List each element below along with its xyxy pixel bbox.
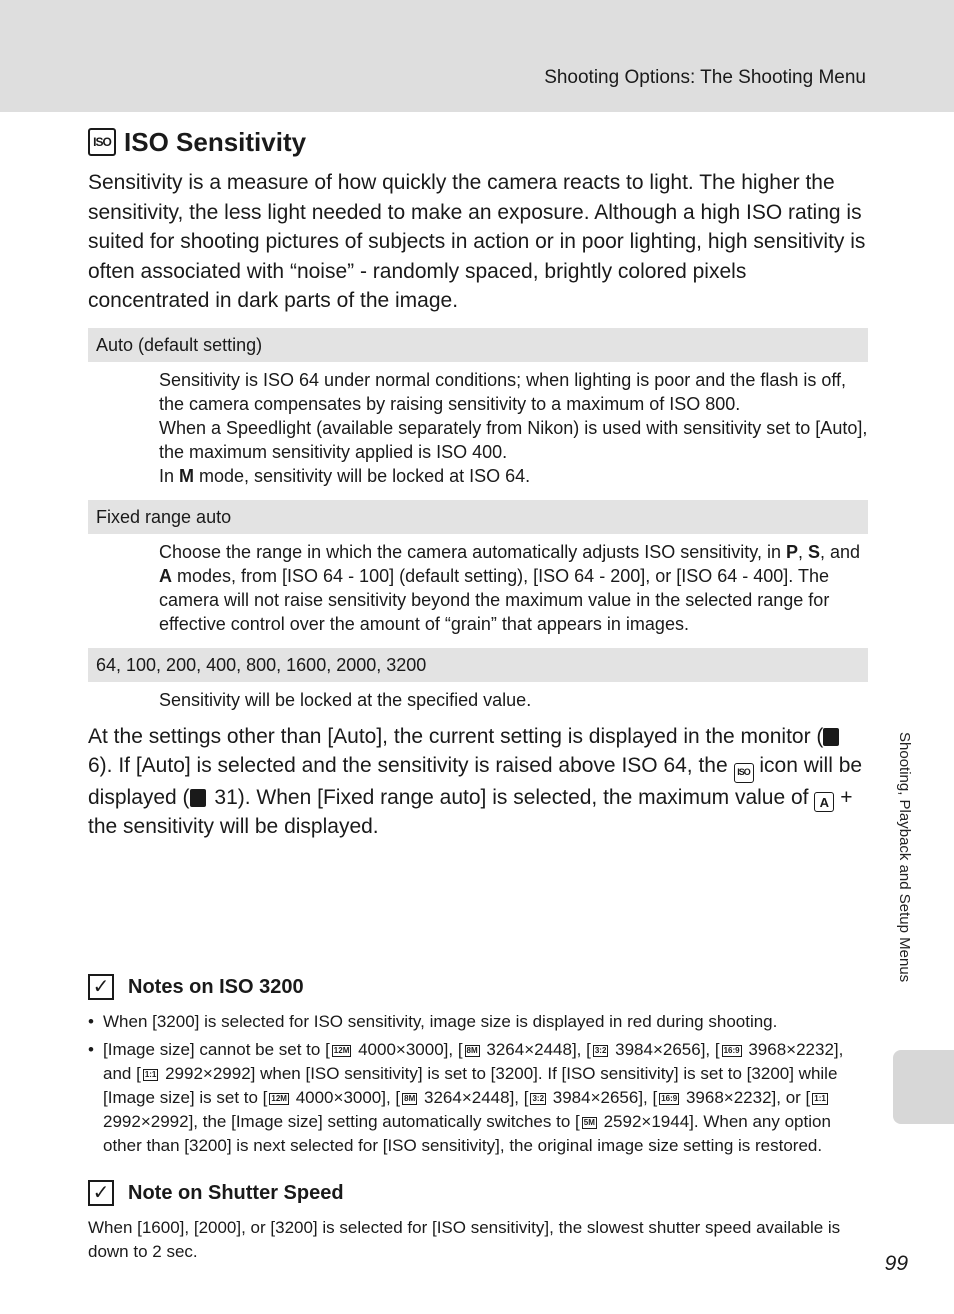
option-body-auto bbox=[88, 368, 868, 488]
note-bullet: • [Image size] cannot be set to [ 12M 4000×3000], [ 8M 3264×2448], [ 3:2 3984×2656], [ 16:9 3968×2232], and [ 1:1 2992×2992] when [ISO sensitivity] is set to [3200]. If [ISO sensitivity] is set to [3200] while [Image size] is set to [ 12M 4000×3000], [ 8M 3264×2448], [ 3:2 3984×2656], [ 16:9 3968×2232], or [ 1:1 2992×2992], the [Image size] setting automatically switches to [ 5M 2592×1944]. When any option other than [3200] is next selected for [ISO sensitivity], the original image size setting is restored. bbox=[88, 1038, 868, 1158]
image-size-12m-icon: 12M bbox=[271, 1094, 287, 1103]
side-tab-marker bbox=[893, 1050, 954, 1124]
image-size-16-9-icon: 16:9 bbox=[661, 1094, 678, 1103]
option-fixed-values-text: Sensitivity will be locked at the specified value. bbox=[159, 689, 532, 710]
image-size-3-2-icon: 3:2 bbox=[532, 1094, 545, 1103]
option-auto-text-1: Sensitivity is ISO 64 under normal conditions; when lighting is poor and the flash is off, the camera compensates by raising sensitivity to a maximum of ISO 800. bbox=[159, 369, 847, 414]
note-shutter-speed bbox=[88, 1180, 868, 1264]
check-icon: ✓ bbox=[88, 974, 114, 1000]
mode-s-label: S bbox=[808, 541, 821, 562]
option-head-auto: Auto (default setting) bbox=[88, 328, 868, 362]
mode-a-label: A bbox=[159, 565, 172, 586]
section-title-text: ISO Sensitivity bbox=[124, 126, 307, 157]
mode-m-label: M bbox=[179, 465, 195, 486]
mode-p-label: P bbox=[785, 541, 798, 562]
header-band bbox=[0, 0, 954, 112]
note-bullet-list bbox=[88, 1010, 868, 1158]
running-head: Shooting Options: The Shooting Menu bbox=[544, 67, 866, 88]
image-size-3-2-icon: 3:2 bbox=[594, 1046, 607, 1055]
image-size-5m-icon: 5M bbox=[583, 1118, 595, 1127]
note-title: ✓ Notes on ISO 3200 bbox=[88, 974, 868, 1000]
iso-icon: ISO bbox=[734, 763, 754, 783]
image-size-8m-icon: 8M bbox=[466, 1046, 478, 1055]
note-bullet: • When [3200] is selected for ISO sensitivity, image size is displayed in red during shooting. bbox=[88, 1010, 868, 1034]
option-body-fixed-values bbox=[88, 688, 868, 712]
page-reference-icon bbox=[190, 789, 206, 807]
side-section-label: Shooting, Playback and Setup Menus bbox=[896, 732, 913, 983]
option-auto-text-2: When a Speedlight (available separately from Nikon) is used with sensitivity set to [Auto], the maximum sensitivity applied is ISO 400. bbox=[159, 417, 868, 462]
page-reference-icon bbox=[823, 728, 839, 746]
option-body-fixed-range bbox=[88, 540, 868, 636]
image-size-1-1-icon: 1:1 bbox=[814, 1094, 826, 1103]
image-size-8m-icon: 8M bbox=[404, 1094, 416, 1103]
iso-icon: ISO bbox=[88, 128, 116, 156]
option-auto-text-3: In M mode, sensitivity will be locked at ISO 64. bbox=[159, 465, 531, 486]
after-paragraph: At the settings other than [Auto], the current setting is displayed in the monitor ( 6). If [Auto] is selected and the sensitivity is raised above ISO 64, the ISO icon will be displayed ( 31). When [Fixed range auto] is selected, the maximum value of A + the sensitivity will be displayed. bbox=[88, 724, 863, 839]
check-icon: ✓ bbox=[88, 1180, 114, 1206]
main-content bbox=[88, 124, 868, 842]
image-size-12m-icon: 12M bbox=[333, 1046, 350, 1055]
page-number: 99 bbox=[884, 1252, 908, 1275]
intro-paragraph: Sensitivity is a measure of how quickly the camera reacts to light. The higher the sensitivity, the less light needed to make an exposure. Although a high ISO rating is suited for shooting pictures of subjects in action or in poor lighting, high sensitivity is often associated with “noise” - randomly spaced, brightly colored pixels concentrated in dark parts of the image. bbox=[88, 171, 866, 312]
image-size-1-1-icon: 1:1 bbox=[144, 1070, 157, 1079]
section-title bbox=[88, 124, 868, 160]
note-iso-3200 bbox=[88, 974, 868, 1162]
note-title: ✓ Note on Shutter Speed bbox=[88, 1180, 868, 1206]
note-text: When [1600], [2000], or [3200] is selected for [ISO sensitivity], the slowest shutter speed available is down to 2 sec. bbox=[88, 1218, 841, 1261]
option-head-fixed-values: 64, 100, 200, 400, 800, 1600, 2000, 3200 bbox=[88, 648, 868, 682]
option-fixed-range-text: Choose the range in which the camera automatically adjusts ISO sensitivity, in P, S, and A modes, from [ISO 64 - 100] (default setting), [ISO 64 - 200], or [ISO 64 - 400]. The camera will not raise sensitivity beyond the maximum value in the selected range for effective control over the amount of “grain” that appears in images. bbox=[159, 541, 861, 634]
image-size-16-9-icon: 16:9 bbox=[723, 1046, 740, 1055]
auto-icon: A bbox=[814, 792, 834, 812]
option-head-fixed-range: Fixed range auto bbox=[88, 500, 868, 534]
